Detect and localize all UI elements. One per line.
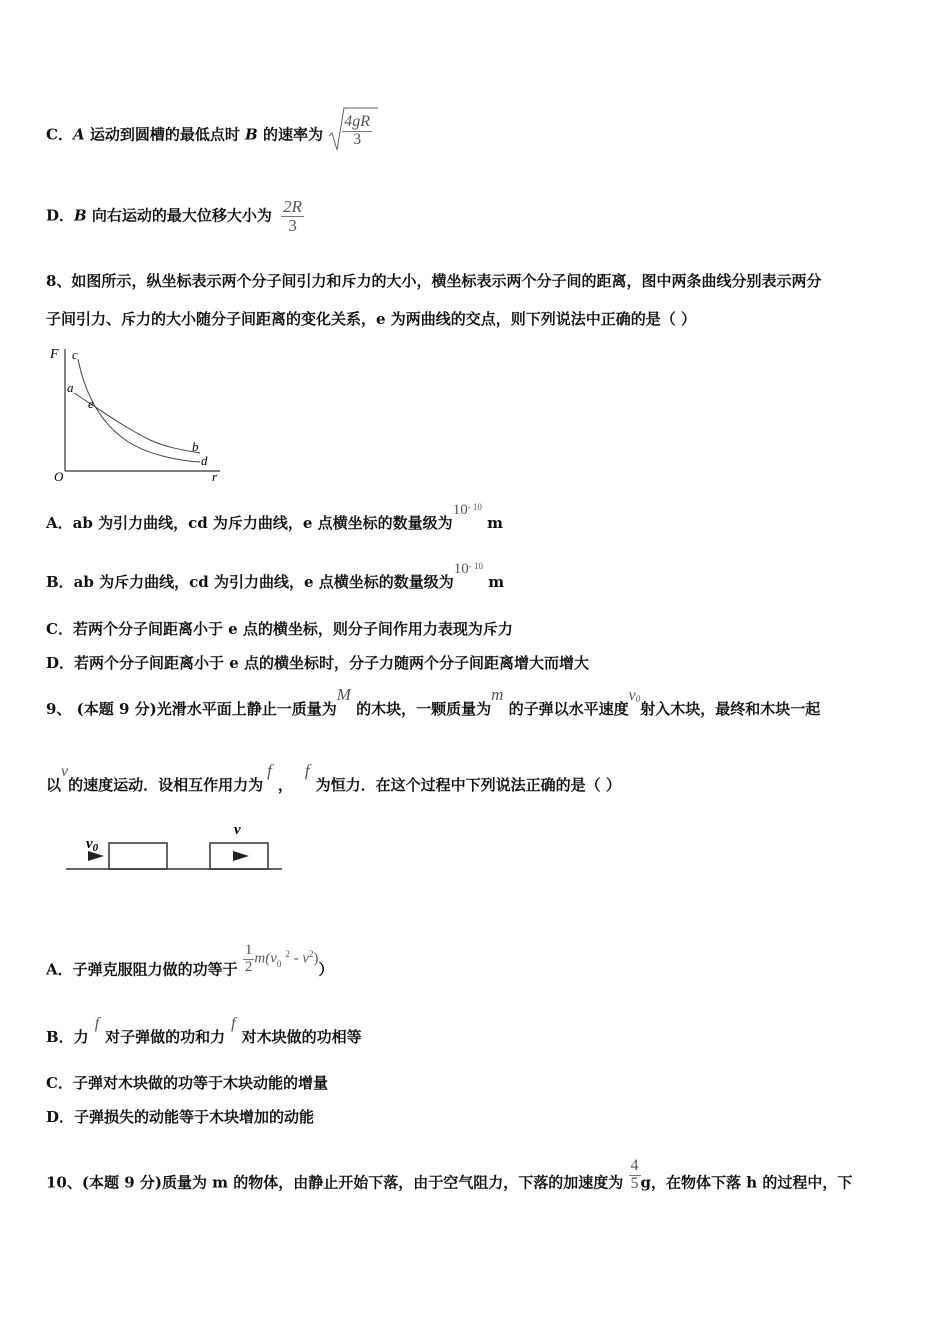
fraction-denominator: 3 bbox=[353, 130, 362, 148]
stem-text: g，在物体下落 h 的过程中，下 bbox=[640, 1173, 853, 1192]
stem-text: 10、(本题 9 分)质量为 m 的物体，由静止开始下落，由于空气阻力，下落的加速度为 bbox=[46, 1173, 624, 1192]
var-f: f bbox=[304, 761, 310, 780]
var-b: B bbox=[245, 125, 258, 144]
power-base: 10 bbox=[452, 502, 468, 518]
option-text: A．子弹克服阻力做的功等于 bbox=[46, 960, 238, 979]
option-text: 运动到圆槽的最低点时 bbox=[84, 125, 246, 144]
formula-square: 2 bbox=[285, 948, 290, 959]
option-text: ） bbox=[318, 960, 334, 979]
stem-text: 的子弹以水平速度 bbox=[503, 700, 629, 718]
q7-option-d bbox=[46, 198, 304, 235]
option-text: B．ab 为斥力曲线，cd 为引力曲线，e 点横坐标的数量级为 bbox=[46, 573, 454, 591]
stem-text: 射入木块，最终和木块一起 bbox=[640, 700, 821, 718]
fraction-numerator: 2R bbox=[283, 197, 303, 216]
formula-body: m(v bbox=[254, 950, 277, 967]
fraction-numerator: 4 bbox=[630, 1157, 639, 1174]
block-initial bbox=[109, 843, 167, 869]
origin-label: O bbox=[54, 469, 64, 484]
curve-cd bbox=[78, 359, 200, 462]
curve-label-b: b bbox=[192, 439, 199, 454]
var-m: m bbox=[491, 685, 504, 704]
var-M: M bbox=[336, 685, 351, 704]
label-v: v bbox=[234, 822, 241, 838]
q9-option-b bbox=[46, 1015, 362, 1047]
sqrt-sign-icon bbox=[328, 106, 380, 156]
var-v0: v bbox=[628, 687, 636, 704]
curve-label-d: d bbox=[201, 453, 208, 468]
label-v0: $v_0$ bbox=[86, 836, 99, 854]
var-f: f bbox=[231, 1015, 236, 1032]
fraction-numerator: 4gR bbox=[344, 113, 370, 130]
stem-text: 9、 (本题 9 分)光滑水平面上静止一质量为 bbox=[46, 700, 337, 718]
stem-text: 的木块，一颗质量为 bbox=[350, 700, 492, 718]
fraction bbox=[629, 1158, 641, 1193]
var-f: f bbox=[267, 761, 272, 780]
option-prefix: D． bbox=[46, 206, 75, 225]
q9-option-c: C．子弹对木块做的功等于木块动能的增量 bbox=[46, 1074, 328, 1092]
q8-option-d: D．若两个分子间距离小于 e 点的横坐标时，分子力随两个分子间距离增大而增大 bbox=[46, 654, 589, 672]
block-arrow-icon bbox=[233, 851, 249, 861]
option-text: 的速率为 bbox=[257, 125, 323, 144]
q8-force-distance-graph bbox=[50, 345, 230, 485]
power-base: 10 bbox=[453, 561, 469, 577]
unit: m bbox=[481, 514, 504, 532]
stem-text: 的速度运动．设相互作用力为 bbox=[68, 776, 264, 794]
q7-option-c bbox=[46, 113, 372, 153]
fraction bbox=[281, 198, 304, 235]
formula-close: ) bbox=[313, 950, 319, 967]
work-formula bbox=[243, 943, 319, 976]
option-text: 对子弹做的功和力 bbox=[105, 1028, 226, 1046]
y-axis-label: F bbox=[50, 347, 59, 362]
stem-text: ， bbox=[277, 776, 293, 794]
power-exponent: - 10 bbox=[468, 561, 483, 571]
fraction-denominator: 2 bbox=[244, 958, 253, 975]
q8-option-a bbox=[46, 502, 504, 533]
option-text: B．力 bbox=[46, 1028, 89, 1046]
var-b: B bbox=[74, 206, 87, 225]
q8-option-c: C．若两个分子间距离小于 e 点的横坐标，则分子间作用力表现为斥力 bbox=[46, 620, 513, 638]
option-text: 对木块做的功相等 bbox=[241, 1028, 362, 1046]
option-prefix: C． bbox=[46, 125, 73, 144]
q8-stem-line2: 子间引力、斥力的大小随分子间距离的变化关系，e 为两曲线的交点，则下列说法中正确的是（ ） bbox=[46, 310, 696, 328]
sqrt-formula bbox=[328, 114, 372, 149]
q10-stem bbox=[46, 1157, 853, 1201]
option-text: 向右运动的最大位移大小为 bbox=[86, 206, 272, 225]
var-f: f bbox=[94, 1015, 100, 1032]
stem-text: 为恒力．在这个过程中下列说法正确的是（ ） bbox=[315, 776, 621, 794]
curve-label-c: c bbox=[72, 347, 78, 362]
option-text: A．ab 为引力曲线，cd 为斥力曲线，e 点横坐标的数量级为 bbox=[46, 514, 453, 532]
q8-stem-line1: 8、如图所示，纵坐标表示两个分子间引力和斥力的大小，横坐标表示两个分子间的距离，图中两条曲线分别表示两分 bbox=[46, 272, 822, 290]
stem-text: 以 bbox=[46, 776, 62, 794]
fraction-denominator: 3 bbox=[288, 215, 297, 235]
fraction-numerator: 1 bbox=[244, 942, 253, 958]
power-exponent: - 10 bbox=[467, 502, 482, 512]
curve-label-e: e bbox=[88, 396, 94, 411]
q8-option-b bbox=[46, 561, 505, 592]
formula-square: 2 bbox=[309, 948, 314, 959]
q9-stem-line1 bbox=[46, 685, 821, 719]
curve-label-a: a bbox=[67, 380, 74, 395]
fraction-denominator: 5 bbox=[630, 1174, 639, 1192]
formula-tail: - v bbox=[289, 950, 310, 967]
q9-stem-line2 bbox=[46, 761, 621, 795]
formula-sub: 0 bbox=[276, 958, 282, 969]
q9-bullet-block-figure bbox=[62, 818, 302, 878]
unit: m bbox=[482, 573, 505, 591]
x-axis-label: r bbox=[212, 469, 218, 484]
q9-option-d: D．子弹损失的动能等于木块增加的动能 bbox=[46, 1108, 315, 1126]
q9-option-a bbox=[46, 942, 334, 988]
var-a: A bbox=[72, 125, 85, 144]
var-v: v bbox=[61, 763, 69, 780]
var-v0-sub: 0 bbox=[635, 694, 641, 704]
